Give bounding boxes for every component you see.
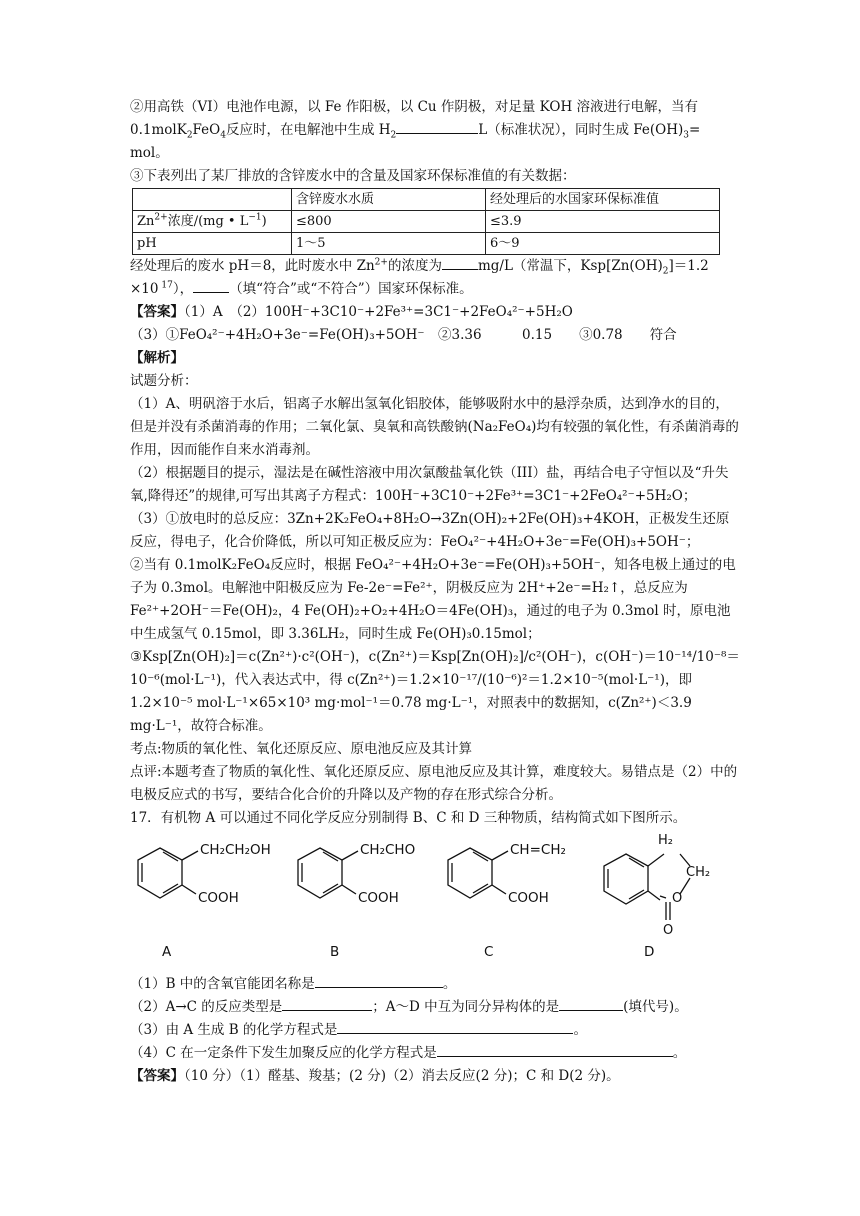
analysis-paragraph-3: （3）①放电时的总反应：3Zn+2K₂FeO₄+8H₂O→3Zn(OH)₂+2Fe(OH)₃+4KOH，正极发生还原反应，得电子，化合价降低，所以可知正极反应为：FeO₄²⁻+4H₂O+3e⁻=Fe(OH)₃+5OH⁻； [130,511,730,550]
table-cell: pH [133,233,292,255]
q17-stem: 17．有机物 A 可以通过不同化学反应分别制得 B、C 和 D 三种物质，结构简式如下图所示。 [130,810,687,826]
answer-blank [337,1019,573,1034]
table-cell [133,189,292,211]
q16-part2-line1: ②用高铁（VI）电池作电源，以 Fe 作阳极，以 Cu 作阴极，对足量 KOH 溶液进行电解，当有 [130,99,699,115]
table-cell: ≤800 [292,211,486,233]
answer-blank [282,996,372,1011]
molecule-c-label: C [484,944,494,960]
molecule-b-substituent-1: CH₂CHO [360,842,416,858]
answer-line1: 【答案】（1）A （2）100H⁻+3C10⁻+2Fe³⁺=3C1⁻+2FeO₄²⁻+5H₂O [130,304,573,320]
kaodian-line: 考点:物质的氧化性、氧化还原反应、原电池反应及其计算 [130,741,473,757]
q17-sub2: （2）A→C 的反应类型是 ；A～D 中互为同分异构体的是 (填代号)。 [130,996,740,1019]
table-cell: 1～5 [292,233,486,255]
molecule-a-substituent-1: CH₂CH₂OH [200,842,271,858]
molecule-b-structure [298,848,358,898]
q17-sub3: （3）由 A 生成 B 的化学方程式是 。 [130,1019,740,1042]
table-cell: $Zn^{2+}$浓度/(mg • $L^{-1}$) [133,211,292,233]
analysis-paragraph-4: ②当有 0.1molK₂FeO₄反应时，根据 FeO₄²⁻+4H₂O+3e⁻=Fe(OH)₃+5OH⁻，知各电极上通过的电子为 0.3mol。电解池中阳极反应为 Fe-2e⁻=Fe²⁺，阴极反应为 2H⁺+2e⁻=H₂↑，总反应为 Fe²⁺+2OH⁻＝Fe(OH)₂，4 Fe(OH)₂+O₂+4H₂O＝4Fe(OH)₃，通过的电子为 0.3mol 时，原电池中生成氢气 0.15mol，即 3.36LH₂，同时生成 Fe(OH)₃0.15mol； [130,557,736,642]
analysis-paragraph-5: ③Ksp[Zn(OH)₂]＝c(Zn²⁺)·c²(OH⁻)，c(Zn²⁺)＝Ksp[Zn(OH)₂]/c²(OH⁻)，c(OH⁻)＝10⁻¹⁴/10⁻⁸＝10⁻⁶(mol·L⁻¹)，代入表达式中，得 c(Zn²⁺)＝1.2×10⁻¹⁷/(10⁻⁶)²＝1.2×10⁻⁵(mol·L⁻¹)，即 1.2×10⁻⁵ mol·L⁻¹×65×10³ mg·mol⁻¹＝0.78 mg·L⁻¹，对照表中的数据知，c(Zn²⁺)＜3.9 mg·L⁻¹，故符合标准。 [130,649,740,734]
molecule-b-substituent-2: COOH [358,890,399,906]
molecule-d-ring-oxygen: O [672,891,683,906]
table-row [133,189,720,211]
structure-diagrams [120,832,740,944]
molecule-d-ch2-top: H₂ [658,833,673,848]
molecule-a-substituent-2: COOH [198,890,239,906]
molecule-a-structure [138,848,198,898]
answer-blank [396,119,478,134]
table-row [133,233,720,255]
answer-blank [437,1042,673,1057]
analysis-tag: 【解析】 [130,350,184,366]
analysis-paragraph-1: （1）A、明矾溶于水后，铝离子水解出氢氧化铝胶体，能够吸附水中的悬浮杂质，达到净水的目的，但是并没有杀菌消毒的作用；二氧化氯、臭氧和高铁酸钠(Na₂FeO₄)均有较强的氧化性，有杀菌消毒的作用，因而能作自来水消毒剂。 [130,396,739,458]
molecule-d-carbonyl-oxygen: O [663,923,674,938]
molecule-c-structure [448,848,508,898]
analysis-title: 试题分析： [130,373,198,389]
q16-part3-intro: ③下表列出了某厂排放的含锌废水中的含量及国家环保标准值的有关数据： [130,168,576,184]
q16-part2-line3: mol。 [130,145,169,161]
q16-part2-line2: 0.1molK$_2$FeO$_4$反应时，在电解池中生成 $H_2$ L（标准状况），同时生成 $Fe(OH)_3=$ [130,119,740,142]
answer-blank [442,255,478,270]
answer-line2: （3）①FeO₄²⁻+4H₂O+3e⁻=Fe(OH)₃+5OH⁻ ②3.36 0.15 ③0.78 符合 [130,327,677,343]
after-table-line2: ×10 $^{17}$）， （填“符合”或“不符合”）国家环保标准。 [130,278,740,301]
table-cell: 经处理后的水国家环保标准值 [486,189,720,211]
table-cell: 含锌废水水质 [292,189,486,211]
table-cell: ≤3.9 [486,211,720,233]
molecule-c-substituent-1: CH=CH₂ [510,842,566,858]
q17-subquestions [130,973,740,1088]
molecule-c-substituent-2: COOH [508,890,549,906]
molecule-b-label: B [330,944,340,960]
after-table-line1: 经处理后的废水 pH＝8，此时废水中 $Zn^{2+}$的浓度为 mg/L（常温下，$Ksp[Zn(OH)_2]=1.2$ [130,255,740,278]
answer-blank [315,973,443,988]
molecule-d-ch2-right: CH₂ [686,865,711,880]
table-row [133,211,720,233]
answer-blank [193,278,229,293]
question-content [130,96,740,830]
q17-sub1: （1）B 中的含氧官能团名称是 。 [130,973,740,996]
dianping-line: 点评:本题考查了物质的氧化性、氧化还原反应、原电池反应及其计算，难度较大。易错点是（2）中的电极反应式的书写，要结合化合价的升降以及产物的存在形式综合分析。 [130,764,738,803]
analysis-paragraph-2: （2）根据题目的提示，湿法是在碱性溶液中用次氯酸盐氧化铁（III）盐，再结合电子守恒以及“升失氧,降得还”的规律,可写出其离子方程式：100H⁻+3C10⁻+2Fe³⁺=3C1⁻+2FeO₄²⁻+5H₂O； [130,465,729,504]
table-cell: 6～9 [486,233,720,255]
q17-answer: 【答案】（10 分）（1）醛基、羧基；(2 分)（2）消去反应(2 分)；C 和 D(2 分)。 [130,1068,620,1084]
molecule-a-label: A [162,944,172,960]
molecule-d-label: D [644,944,655,960]
q17-sub4: （4）C 在一定条件下发生加聚反应的化学方程式是 。 [130,1042,740,1065]
answer-blank [559,996,623,1011]
molecule-structures [120,832,740,962]
molecule-d-structure [604,854,690,920]
zinc-standard-table [132,188,720,255]
